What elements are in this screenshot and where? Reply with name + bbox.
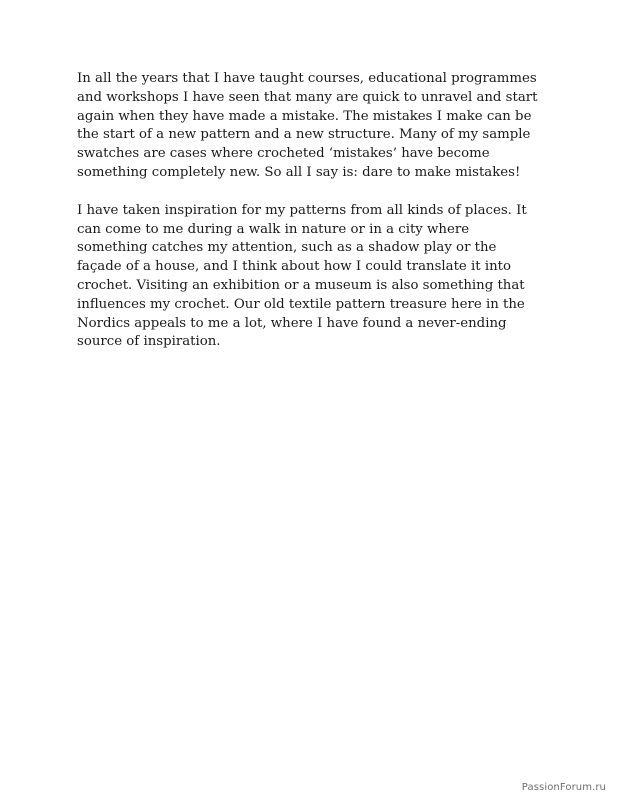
paragraph-line: I have taken inspiration for my patterns from all kinds of places. It	[77, 202, 527, 218]
paragraph-line: crochet. Visiting an exhibition or a museum is also something that	[77, 277, 525, 293]
watermark-text: PassionForum.ru	[521, 782, 606, 793]
paragraph-line: can come to me during a walk in nature or in a city where	[77, 221, 470, 237]
paragraph-line: again when they have made a mistake. The mistakes I make can be	[77, 108, 532, 124]
paragraph-inspiration	[77, 202, 547, 352]
paragraph-line: and workshops I have seen that many are quick to unravel and start	[77, 89, 538, 105]
paragraph-line: swatches are cases where crocheted ‘mistakes’ have become	[77, 146, 490, 162]
paragraph-line: something catches my attention, such as a shadow play or the	[77, 240, 497, 256]
paragraph-line: the start of a new pattern and a new structure. Many of my sample	[77, 127, 531, 143]
paragraph-line: façade of a house, and I think about how I could translate it into	[77, 259, 511, 275]
paragraph-mistakes	[77, 70, 547, 183]
paragraph-line: In all the years that I have taught courses, educational programmes	[77, 71, 537, 86]
body-text	[77, 70, 547, 371]
paragraph-line: Nordics appeals to me a lot, where I have found a never-ending	[77, 315, 507, 331]
paragraph-line: something completely new. So all I say is: dare to make mistakes!	[77, 164, 521, 180]
paragraph-line: source of inspiration.	[77, 334, 221, 350]
paragraph-line: influences my crochet. Our old textile pattern treasure here in the	[77, 296, 525, 312]
